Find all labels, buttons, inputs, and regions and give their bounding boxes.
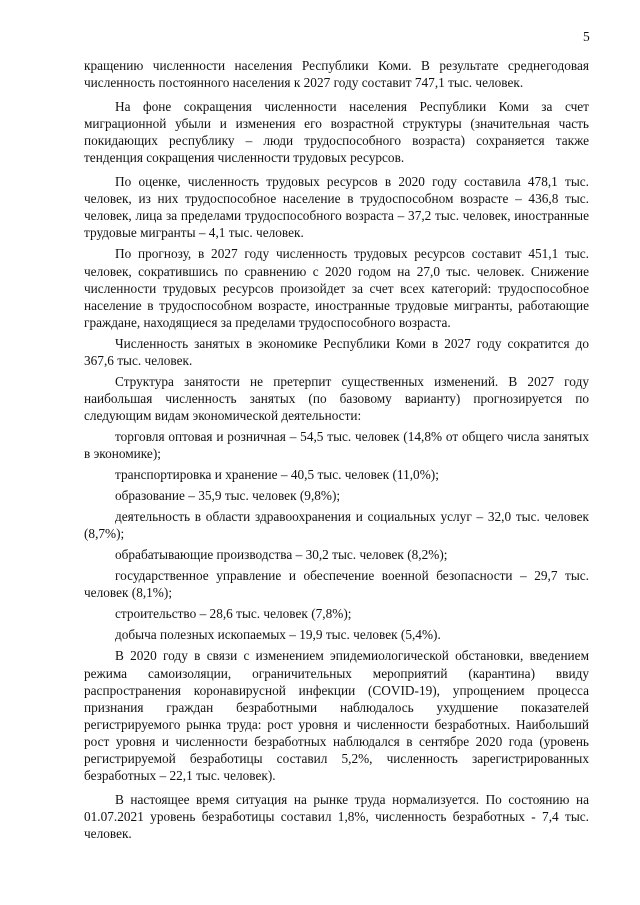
document-body [84,57,589,842]
page-number: 5 [583,29,590,44]
list-item: добыча полезных ископаемых – 19,9 тыс. человек (5,4%). [115,627,441,643]
list-item: строительство – 28,6 тыс. человек (7,8%); [115,606,352,622]
paragraph: Структура занятости не претерпит существенных изменений. В 2027 году наибольшая численность занятых (по базовому варианту) прогнозируется по следующим видам экономической деятельности: [84,373,589,423]
list-item: транспортировка и хранение – 40,5 тыс. человек (11,0%); [115,467,439,483]
paragraph: По оценке, численность трудовых ресурсов в 2020 году составила 478,1 тыс. человек, из них трудоспособное население в трудоспособном возрасте – 436,8 тыс. человек, лица за пределами трудоспособного возраста – 37,2 тыс. человек, иностранные трудовые мигранты – 4,1 тыс. человек. [84,174,589,241]
list-item: торговля оптовая и розничная – 54,5 тыс. человек (14,8% от общего числа занятых в экономике); [84,428,589,461]
list-item: образование – 35,9 тыс. человек (9,8%); [115,488,341,504]
paragraph: По прогнозу, в 2027 году численность трудовых ресурсов составит 451,1 тыс. человек, сократившись по сравнению с 2020 годом на 27,0 тыс. человек. Снижение численности трудовых ресурсов произойдет за счет всех категорий: трудоспособное население в трудоспособном возрасте, иностранные трудовые мигранты, работающие граждане, находящиеся за пределами трудоспособного возраста. [84,246,589,330]
list-item: государственное управление и обеспечение военной безопасности – 29,7 тыс. человек (8,1%); [84,568,589,601]
list-item: обрабатывающие производства – 30,2 тыс. человек (8,2%); [115,547,448,563]
paragraph: В 2020 году в связи с изменением эпидемиологической обстановки, введением режима самоизоляции, ограничительных мероприятий (карантина) ввиду распространения коронавирусной инфекции (COVID-19), упрощением процесса признания граждан безработными наблюдалось ухудшение показателей регистрируемого рынка труда: рост уровня и численности безработных. Наибольший рост уровня и численности безработных наблюдался в сентябре 2020 года (уровень регистрируемой безработицы составил 5,2%, численность зарегистрированных безработных – 22,1 тыс. человек). [84,648,589,783]
paragraph: На фоне сокращения численности населения Республики Коми за счет миграционной убыли и изменения его возрастной структуры (значительная часть покидающих республику – люди трудоспособного возраста) сохраняется также тенденция сокращения численности трудовых ресурсов. [84,99,589,166]
paragraph: кращению численности населения Республики Коми. В результате среднегодовая численность постоянного населения к 2027 году составит 747,1 тыс. человек. [84,58,589,91]
paragraph: В настоящее время ситуация на рынке труда нормализуется. По состоянию на 01.07.2021 уровень безработицы составил 1,8%, численность безработных - 7,4 тыс. человек. [84,791,589,841]
paragraph: Численность занятых в экономике Республики Коми в 2027 году сократится до 367,6 тыс. человек. [84,335,589,368]
list-item: деятельность в области здравоохранения и социальных услуг – 32,0 тыс. человек (8,7%); [84,509,589,542]
